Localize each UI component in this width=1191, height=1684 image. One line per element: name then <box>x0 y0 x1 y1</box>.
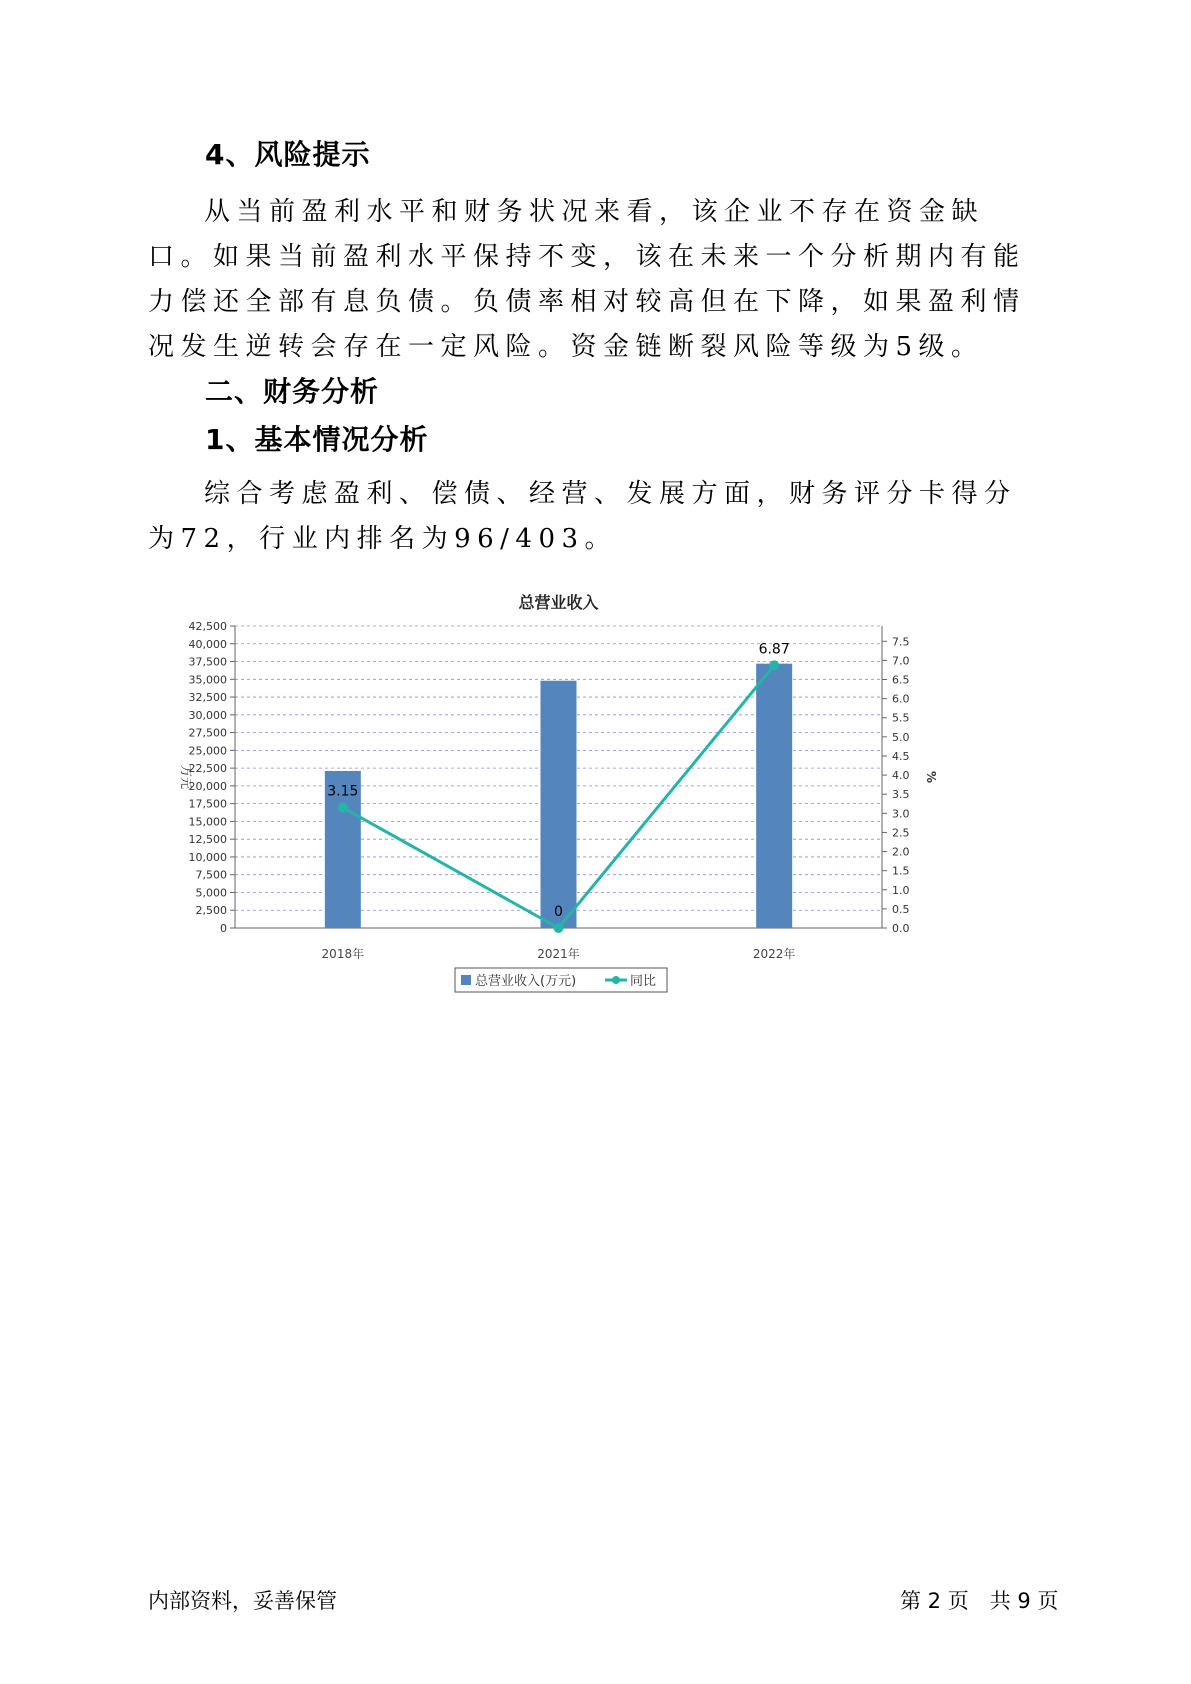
y2-tick-label: 4.0 <box>892 769 910 783</box>
y2-tick-label: 7.5 <box>892 635 910 649</box>
y-tick-label: 37,500 <box>188 655 227 669</box>
y2-tick-label: 6.5 <box>892 673 910 687</box>
footer-page-number: 第 2 页 共 9 页 <box>900 1589 1059 1613</box>
y2-tick-label: 7.0 <box>892 654 910 668</box>
footer-confidential: 内部资料，妥善保管 <box>148 1589 337 1613</box>
y-tick-label: 20,000 <box>188 779 227 793</box>
y2-tick-label: 1.0 <box>892 883 910 897</box>
y2-tick-label: 0.5 <box>892 902 910 916</box>
x-tick-label: 2018年 <box>321 947 365 961</box>
y2-tick-label: 5.5 <box>892 711 910 725</box>
y-tick-label: 25,000 <box>188 744 227 758</box>
y-tick-label: 10,000 <box>188 850 227 864</box>
y-tick-label: 22,500 <box>188 762 227 776</box>
y2-tick-label: 0.0 <box>892 922 910 935</box>
y-tick-label: 40,000 <box>188 637 227 651</box>
y2-tick-label: 2.0 <box>892 845 910 859</box>
y2-axis-label: % <box>924 770 938 784</box>
y2-tick-label: 4.5 <box>892 749 910 763</box>
y-tick-label: 32,500 <box>188 691 227 705</box>
y-tick-label: 5,000 <box>195 886 227 900</box>
section-heading-basic-analysis: 1、基本情况分析 <box>205 423 429 456</box>
legend-bar-swatch <box>461 975 471 985</box>
section-heading-financial-analysis: 二、财务分析 <box>205 375 380 408</box>
y2-tick-label: 3.5 <box>892 788 910 802</box>
y-tick-label: 2,500 <box>195 904 227 918</box>
legend-line-marker <box>612 976 620 984</box>
x-tick-label: 2022年 <box>752 947 796 961</box>
y-tick-label: 17,500 <box>188 797 227 811</box>
y2-tick-label: 6.0 <box>892 692 910 706</box>
y-tick-label: 35,000 <box>188 673 227 687</box>
yoy-data-label: 3.15 <box>327 783 359 800</box>
y2-tick-label: 5.0 <box>892 730 910 744</box>
revenue-bar <box>756 664 792 928</box>
y-tick-label: 30,000 <box>188 708 227 722</box>
x-tick-label: 2021年 <box>537 947 580 961</box>
y-tick-label: 27,500 <box>188 726 227 740</box>
section-heading-risk: 4、风险提示 <box>205 138 371 171</box>
yoy-point <box>338 803 348 813</box>
y2-tick-label: 3.0 <box>892 807 910 821</box>
legend-bar-label: 总营业收入(万元) <box>475 974 577 989</box>
legend-line-label: 同比 <box>630 974 657 989</box>
y-tick-label: 7,500 <box>195 868 227 882</box>
revenue-bar <box>541 681 577 928</box>
y2-tick-label: 1.5 <box>892 864 910 878</box>
y2-tick-label: 2.5 <box>892 826 910 840</box>
risk-paragraph: 从当前盈利水平和财务状况来看，该企业不存在资金缺口。如果当前盈利水平保持不变，该在未来一个分析期内有能力偿还全部有息负债。负债率相对较高但在下降，如果盈利情况发生逆转会存在一定风险。资金链断裂风险等级为5级。 <box>148 197 1026 362</box>
yoy-point <box>769 660 779 670</box>
y-tick-label: 0 <box>220 922 227 935</box>
basic-analysis-paragraph: 综合考虑盈利、偿债、经营、发展方面，财务评分卡得分为72，行业内排名为96/403。 <box>148 479 1017 554</box>
y-tick-label: 12,500 <box>188 833 227 847</box>
yoy-data-label: 6.87 <box>758 641 790 658</box>
chart-title: 总营业收入 <box>518 593 599 612</box>
y-tick-label: 42,500 <box>188 620 227 633</box>
revenue-chart <box>170 593 1030 1080</box>
yoy-data-label: 0 <box>554 904 563 920</box>
y-axis-label: 万元 <box>179 764 193 790</box>
y-tick-label: 15,000 <box>188 815 227 829</box>
yoy-point <box>554 923 564 933</box>
